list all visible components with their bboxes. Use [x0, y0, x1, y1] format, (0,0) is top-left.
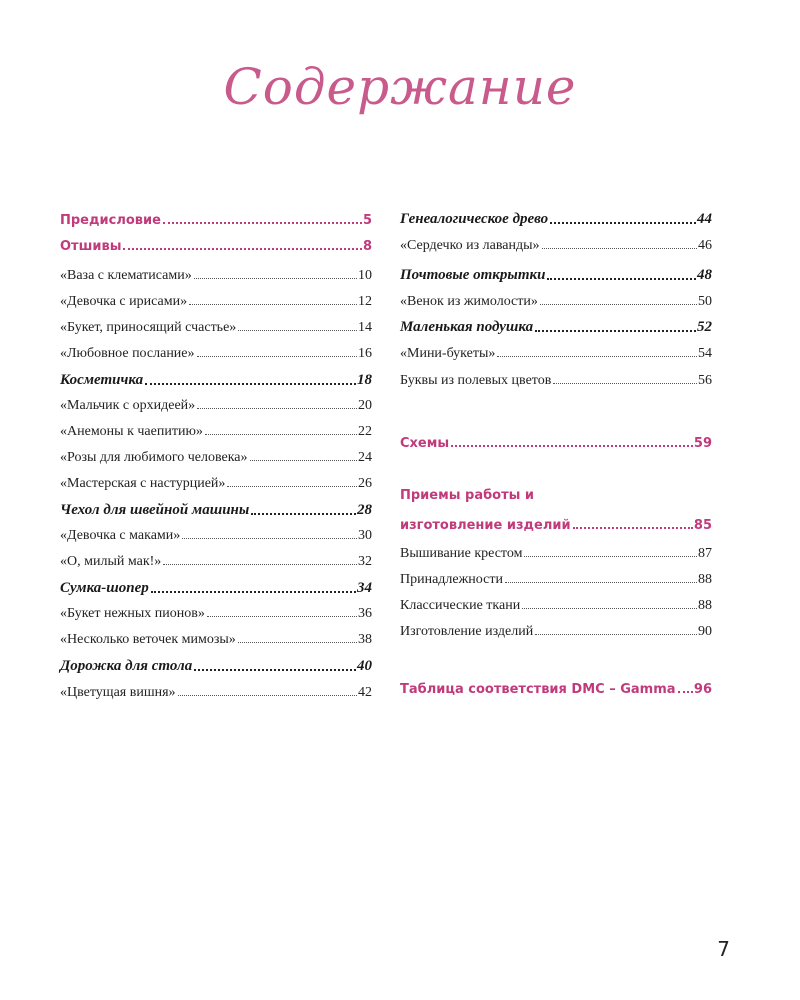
dot-leader	[197, 356, 357, 357]
toc-entry-title: Косметичка	[60, 372, 144, 388]
toc-entry-title: Изготовление изделий	[400, 624, 534, 639]
dot-leader	[535, 634, 697, 635]
toc-entry-title: Чехол для швейной машины	[60, 502, 250, 518]
toc-entry[interactable]	[60, 596, 372, 622]
toc-entry[interactable]	[400, 536, 712, 562]
toc-entry-title: «Мальчик с орхидеей»	[60, 398, 196, 413]
toc-entry-title: Маленькая подушка	[400, 319, 534, 335]
toc-entry[interactable]	[60, 571, 372, 597]
toc-entry-title: Почтовые открытки	[400, 267, 546, 283]
toc-entry-title: Приемы работы и	[400, 488, 535, 503]
dot-leader	[163, 222, 362, 224]
toc-entry-title: «Букет нежных пионов»	[60, 606, 205, 621]
dot-leader	[250, 460, 357, 461]
toc-entry-page: 18	[357, 372, 372, 388]
dot-leader	[678, 691, 693, 693]
dot-leader	[227, 486, 357, 487]
toc-entry-title: «Ваза с клематисами»	[60, 268, 192, 283]
toc-entry-page: 24	[358, 450, 372, 465]
toc-entry-title: «Девочка с маками»	[60, 528, 181, 543]
toc-entry[interactable]	[60, 440, 372, 466]
dot-leader	[522, 608, 697, 609]
toc-entry-page: 26	[358, 476, 372, 491]
toc-entry-page: 59	[693, 436, 712, 451]
page-number: 7	[717, 937, 730, 961]
toc-entry[interactable]	[60, 518, 372, 544]
toc-entry[interactable]	[60, 649, 372, 675]
dot-leader	[145, 383, 356, 385]
toc-entry-title: «Сердечко из лаванды»	[400, 238, 540, 253]
toc-entry-title: Генеалогическое древо	[400, 211, 549, 227]
toc-entry-title: «Букет, приносящий счастье»	[60, 320, 237, 335]
toc-entry[interactable]	[60, 336, 372, 362]
toc-entry-page: 54	[698, 346, 712, 361]
toc-entry-page: 10	[358, 268, 372, 283]
toc-entry-page: 44	[697, 211, 712, 227]
toc-entry-page: 32	[358, 554, 372, 569]
toc-entry-page: 96	[693, 682, 712, 697]
toc-entry-title: Сумка-шопер	[60, 580, 149, 596]
toc-entry-page: 12	[358, 294, 372, 309]
toc-entry[interactable]	[400, 562, 712, 588]
toc-entry-title: «Мини-букеты»	[400, 346, 496, 361]
dot-leader	[524, 556, 697, 557]
toc-entry-page: 8	[362, 239, 372, 254]
toc-entry-title: изготовление изделий	[400, 518, 571, 533]
toc-entry-page: 5	[362, 213, 372, 228]
toc-entry[interactable]	[400, 671, 712, 697]
toc-entry-page: 16	[358, 346, 372, 361]
toc-entry-title: «О, милый мак!»	[60, 554, 162, 569]
dot-leader	[207, 616, 357, 617]
toc-entry[interactable]	[60, 363, 372, 389]
toc-entry-page: 50	[698, 294, 712, 309]
toc-entry[interactable]	[60, 544, 372, 570]
toc-entry-page: 34	[357, 580, 372, 596]
toc-entry-page: 22	[358, 424, 372, 439]
toc-entry[interactable]	[60, 228, 372, 254]
toc-entry[interactable]	[400, 614, 712, 640]
toc-entry-page: 88	[698, 572, 712, 587]
dot-leader	[238, 330, 357, 331]
toc-entry-page: 42	[358, 685, 372, 700]
dot-leader	[163, 564, 357, 565]
toc-entry[interactable]	[60, 493, 372, 519]
toc-entry-title: «Венок из жимолости»	[400, 294, 538, 309]
toc-entry[interactable]	[60, 202, 372, 228]
dot-leader	[251, 513, 356, 515]
toc-entry[interactable]	[400, 336, 712, 362]
dot-leader	[238, 642, 357, 643]
toc-entry[interactable]	[400, 363, 712, 389]
toc-entry-title: Схемы	[400, 436, 450, 451]
toc-entry[interactable]	[60, 675, 372, 701]
toc-entry-page: 14	[358, 320, 372, 335]
toc-entry[interactable]	[400, 284, 712, 310]
dot-leader	[123, 248, 361, 250]
toc-entry-page: 88	[698, 598, 712, 613]
dot-leader	[451, 445, 693, 447]
toc-entry-title: Дорожка для стола	[60, 658, 193, 674]
dot-leader	[182, 538, 357, 539]
dot-leader	[205, 434, 357, 435]
toc-entry-page: 46	[698, 238, 712, 253]
dot-leader	[189, 304, 357, 305]
toc-entry-title: Таблица соответствия DMC – Gamma	[400, 682, 676, 697]
toc-entry[interactable]	[60, 310, 372, 336]
dot-leader	[550, 222, 696, 224]
toc-entry[interactable]	[400, 258, 712, 284]
toc-entry-page: 40	[357, 658, 372, 674]
toc-entry[interactable]	[60, 284, 372, 310]
dot-leader	[194, 669, 356, 671]
toc-entry-title: «Цветущая вишня»	[60, 685, 176, 700]
toc-entry-title: Отшивы	[60, 239, 122, 254]
page-title: Содержание	[223, 58, 577, 116]
toc-entry-title: «Мастерская с настурцией»	[60, 476, 226, 491]
dot-leader	[497, 356, 697, 357]
toc-entry-title: «Несколько веточек мимозы»	[60, 632, 236, 647]
toc-entry-page: 56	[698, 373, 712, 388]
dot-leader	[178, 695, 357, 696]
toc-entry-title: «Любовное послание»	[60, 346, 195, 361]
toc-entry-title: «Розы для любимого человека»	[60, 450, 248, 465]
toc-entry[interactable]	[400, 310, 712, 336]
toc-entry-title: Вышивание крестом	[400, 546, 523, 561]
toc-entry-page: 30	[358, 528, 372, 543]
toc-entry-title: «Анемоны к чаепитию»	[60, 424, 203, 439]
toc-entry[interactable]	[400, 228, 712, 254]
dot-leader	[505, 582, 697, 583]
toc-entry-title: Предисловие	[60, 213, 161, 228]
toc-entry-title: «Девочка с ирисами»	[60, 294, 188, 309]
toc-entry-page: 28	[357, 502, 372, 518]
toc-entry[interactable]	[60, 388, 372, 414]
toc-entry-title: Классические ткани	[400, 598, 521, 613]
toc-entry-page: 85	[693, 518, 712, 533]
toc-entry[interactable]	[60, 466, 372, 492]
toc-entry-page: 52	[697, 319, 712, 335]
toc-entry[interactable]	[400, 507, 712, 533]
dot-leader	[535, 330, 696, 332]
toc-entry[interactable]	[400, 588, 712, 614]
dot-leader	[553, 383, 697, 384]
toc-entry-page: 87	[698, 546, 712, 561]
toc-entry-title: Принадлежности	[400, 572, 503, 587]
dot-leader	[197, 408, 357, 409]
toc-entry-page: 48	[697, 267, 712, 283]
dot-leader	[547, 278, 696, 280]
toc-entry-page: 90	[698, 624, 712, 639]
toc-entry[interactable]	[60, 258, 372, 284]
toc-entry-page: 36	[358, 606, 372, 621]
toc-entry[interactable]	[60, 622, 372, 648]
dot-leader	[573, 527, 693, 529]
toc-entry[interactable]	[60, 414, 372, 440]
toc-entry[interactable]	[400, 425, 712, 451]
toc-entry-title: Буквы из полевых цветов	[400, 373, 552, 388]
dot-leader	[151, 591, 356, 593]
toc-entry[interactable]	[400, 477, 712, 503]
toc-entry-page: 38	[358, 632, 372, 647]
dot-leader	[194, 278, 357, 279]
dot-leader	[542, 248, 697, 249]
toc-entry-page: 20	[358, 398, 372, 413]
toc-entry[interactable]	[400, 202, 712, 228]
dot-leader	[540, 304, 697, 305]
